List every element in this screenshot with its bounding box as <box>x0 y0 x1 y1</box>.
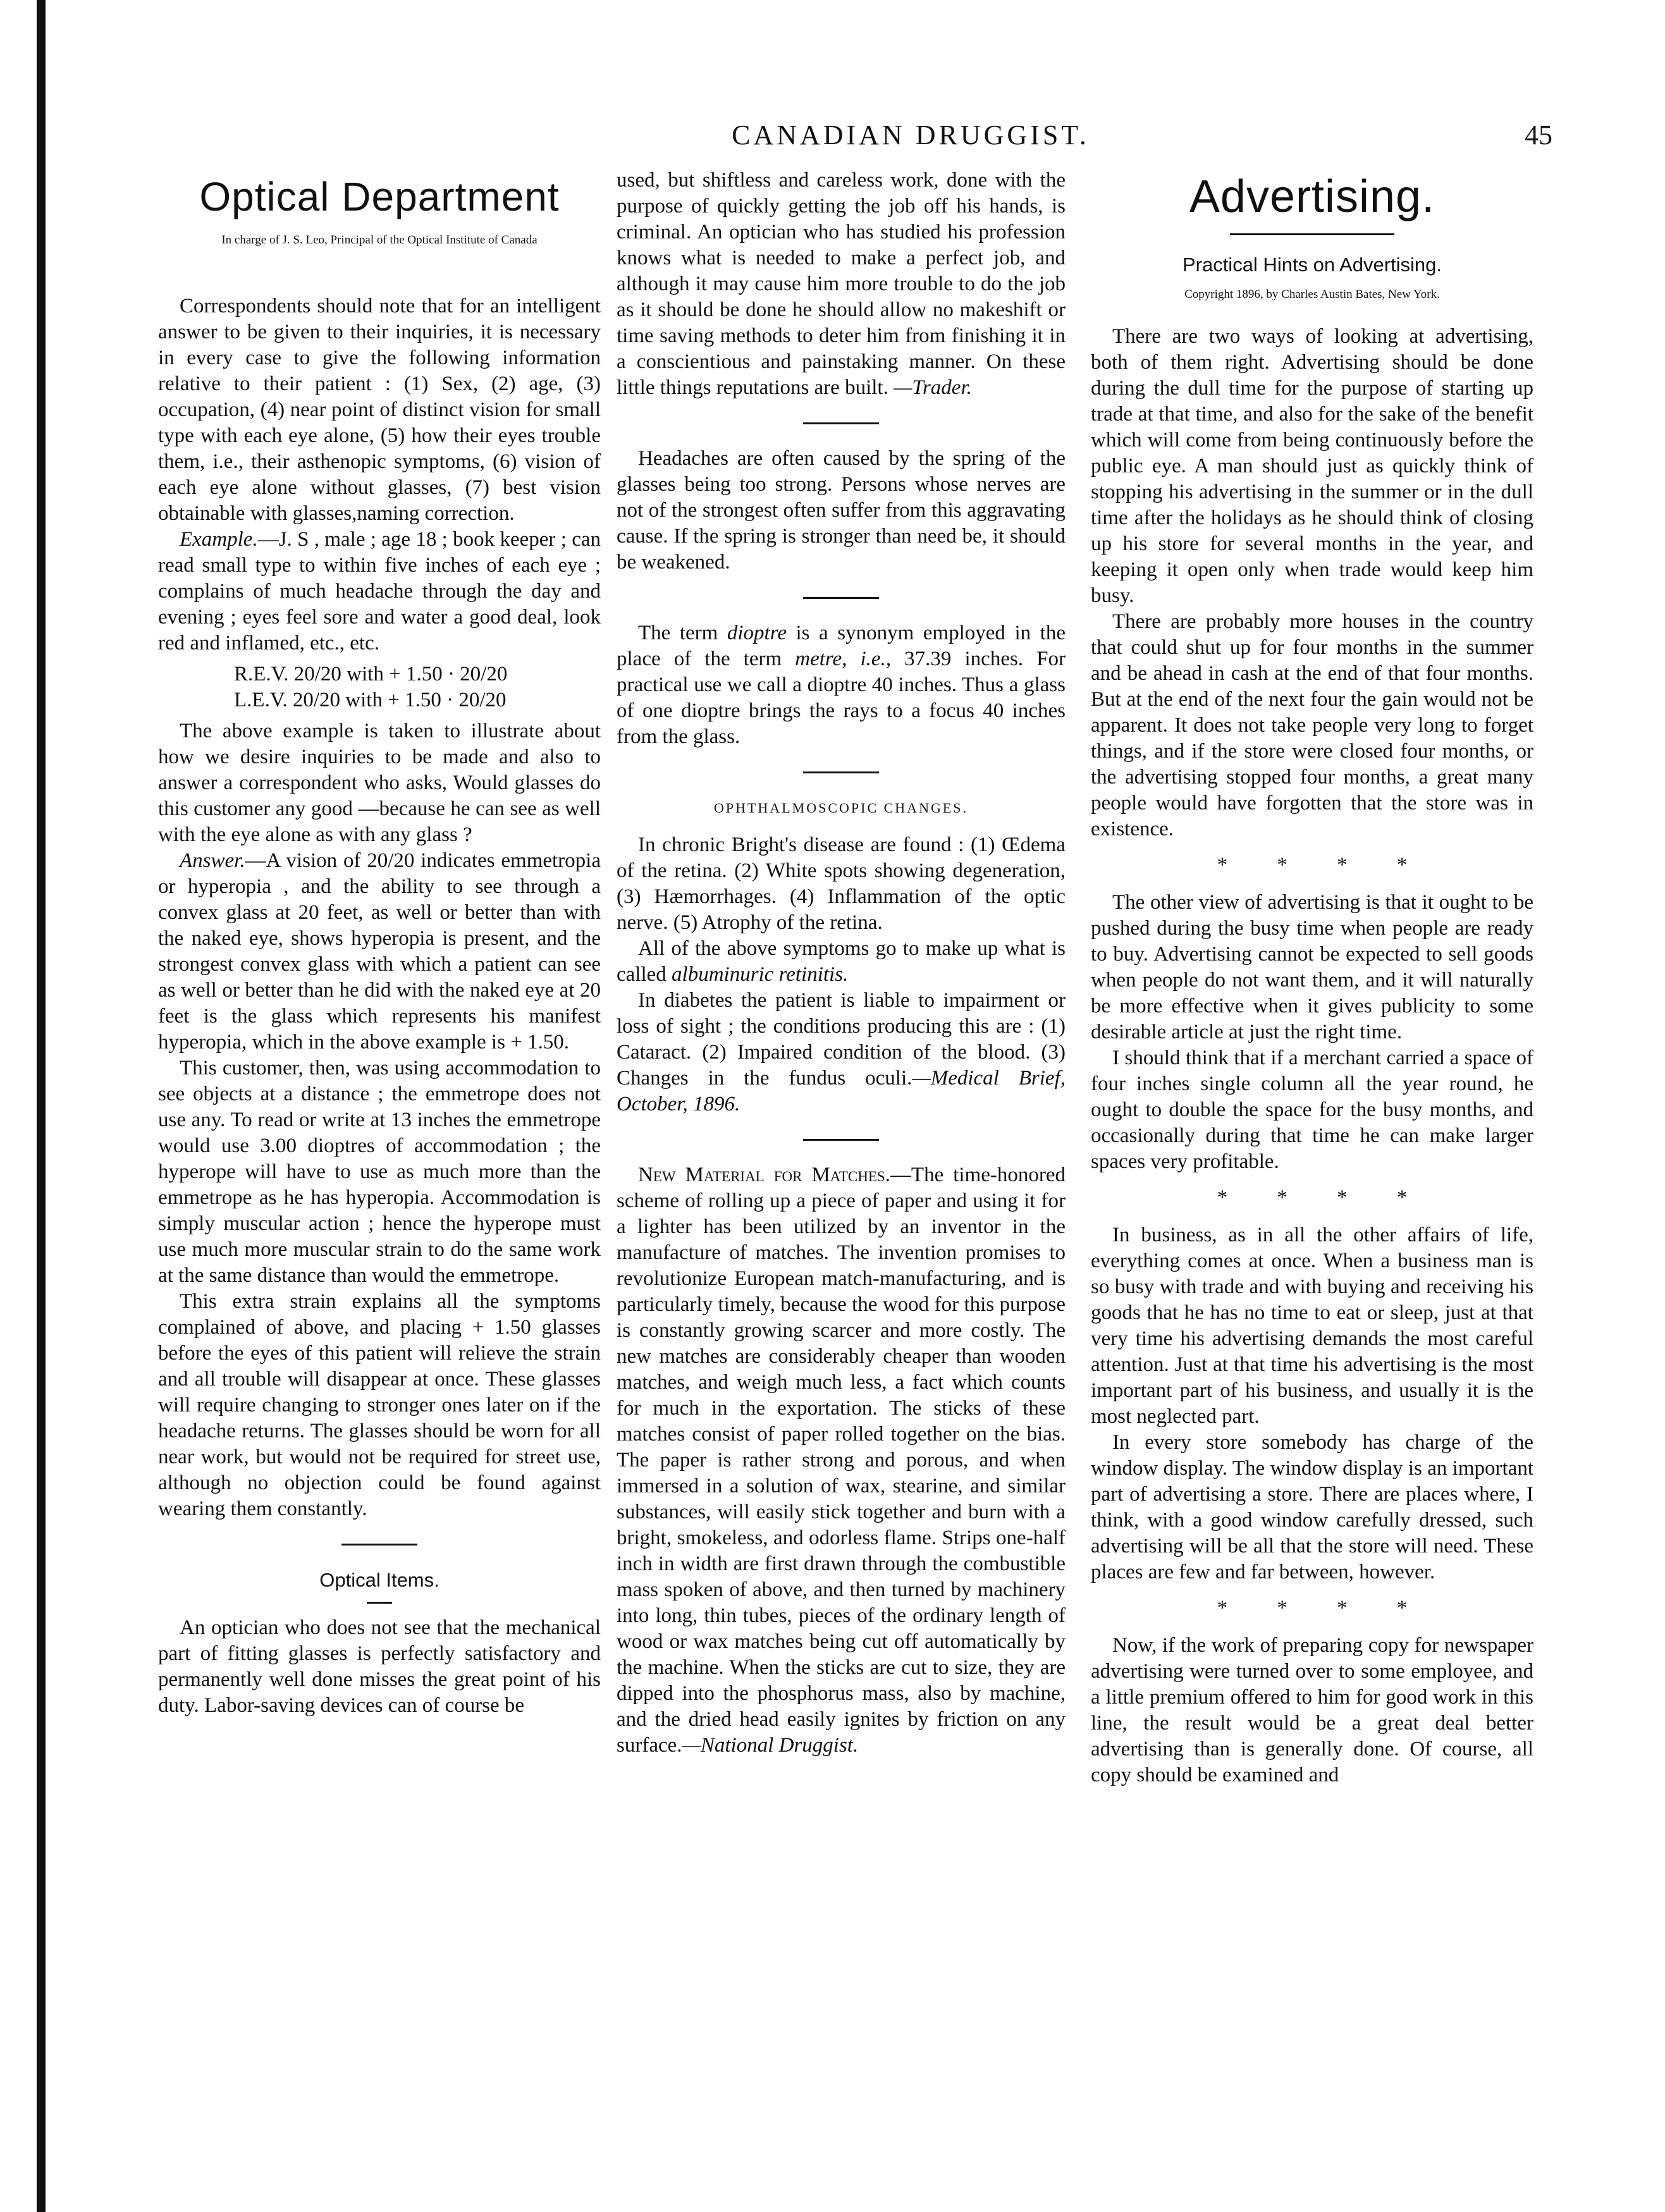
column-optical-continued <box>617 168 1066 2191</box>
divider-rule <box>803 1139 879 1141</box>
example-text: —J. S , male ; age 18 ; book keeper ; can read small type to within five inches of each eye ; complains of much headache through the day and evening ; eyes feel sore and water a good deal, look red and inflamed, etc., etc. <box>158 528 601 654</box>
paragraph: Correspondents should note that for an intelligent answer to be given to their inquiries, it is necessary in every case to give the following information relative to their patient : (1) Sex, (2) age, (3) occupation, (4) near point of distinct vision for small type with each eye alone, (5) how their eyes trouble them, i.e., their asthenopic symptoms, (6) vision of each eye alone without glasses, (7) best vision obtainable with glasses,naming correction. <box>158 295 601 525</box>
divider-rule <box>803 771 879 773</box>
section-title-advertising: Advertising. <box>1189 171 1435 222</box>
example-label: Example. <box>180 528 258 551</box>
formula-rev: R.E.V. 20/20 with + 1.50 · 20/20 <box>234 663 508 685</box>
source-national-druggist: —National Druggist. <box>682 1734 859 1757</box>
text-run: The term <box>638 622 727 644</box>
subsection-title-ophthalmoscopic: OPHTHALMOSCOPIC CHANGES. <box>713 800 969 816</box>
page-number: 45 <box>1525 120 1552 151</box>
text-run: is a synonym employed in the place of the term <box>617 622 1066 670</box>
answer-paragraph <box>158 848 601 1055</box>
section-stars: * * * * <box>1217 1186 1408 1209</box>
paragraph: There are probably more houses in the country that could shut up for four months in the summer and be ahead in cash at the end of that four months. But at the end of the next four the gain would not be apparent. It does not take people very long to forget things, and if the store were closed four months, or the advertising stopped four months, a great many people would have forgotten that the store was in existence. <box>1091 610 1533 840</box>
divider-rule <box>803 422 879 424</box>
optical-byline: In charge of J. S. Leo, Principal of the Optical Institute of Canada <box>221 233 538 247</box>
paragraph: The other view of advertising is that it ought to be pushed during the busy time when people are ready to buy. Advertising cannot be expected to sell goods when people do not want them, and it will naturally be more effective when it gives publicity to some desirable article at just the right time. <box>1091 891 1533 1043</box>
paragraph: This customer, then, was using accommodation to see objects at a distance ; the emmetrope does not use any. To read or write at 13 inches the emmetrope would use 3.00 dioptres of accommodation ; the hyperope will have to use as much more than the emmetrope as he has hyperopia. Accommodation is simply muscular action ; hence the hyperope must use much more muscular strain to do the same work at the same distance than would the emmetrope. <box>158 1057 601 1287</box>
running-head: CANADIAN DRUGGIST. <box>732 120 1090 151</box>
answer-text: —A vision of 20/20 indicates emmetropia or hyperopia , and the ability to see through a convex glass at 20 feet, as well or better than with the naked eye, shows hyperopia is present, and the strongest convex glass with which a patient can see as well or better than he did with the naked eye at 20 feet is the glass which represents his manifest hyperopia, which in the above example is + 1.50. <box>158 849 601 1054</box>
formula-block <box>158 661 601 713</box>
text-run: 37.39 inches. For practical use we call a dioptre 40 inches. Thus a glass of one dioptre brings the rays to a focus 40 inches from the glass. <box>617 648 1066 748</box>
section-stars: * * * * <box>1217 1597 1408 1619</box>
paragraph: There are two ways of looking at advertising, both of them right. Advertising should be done during the dull time for the purpose of starting up trade at that time, and also for the sake of the benefit which will come from being continuously before the public eye. A man should just as quickly think of stopping his advertising in the summer or in the dull time after the holidays as he should think of closing up his store for several months in the year, and keeping it open only when trade would keep him busy. <box>1091 325 1533 607</box>
divider-rule <box>1230 233 1394 235</box>
section-stars: * * * * <box>1217 854 1408 876</box>
source-medical-brief: —Medical Brief, October, 1896. <box>617 1067 1066 1115</box>
term-metre: metre, i.e., <box>795 648 892 670</box>
term-albuminuric: albuminuric retinitis. <box>672 963 849 986</box>
column-advertising <box>1091 168 1533 2191</box>
paragraph <box>617 988 1066 1117</box>
paragraph: Now, if the work of preparing copy for newspaper advertising were turned over to some employee, and a little premium offered to him for good work in this line, the result would be a great deal better advertising than is generally done. Of course, all copy should be examined and <box>1091 1634 1533 1786</box>
example-paragraph <box>158 527 601 656</box>
paragraph: In every store somebody has charge of the window display. The window display is an important part of advertising a store. There are places where, I think, with a good window carefully dressed, such advertising will be all that the store will need. These places are few and far between, however. <box>1091 1431 1533 1583</box>
paragraph: This extra strain explains all the symptoms complained of above, and placing + 1.50 glasses before the eyes of this patient will relieve the strain and all trouble will disappear at once. These glasses will require changing to stronger ones later on if the headache returns. The glasses should be worn for all near work, but would not be required for street use, although no objection could be found against wearing them constantly. <box>158 1290 601 1520</box>
divider-rule <box>803 597 879 599</box>
advertising-subtitle: Practical Hints on Advertising. <box>1182 254 1442 276</box>
term-dioptre: dioptre <box>727 622 787 644</box>
paragraph: I should think that if a merchant carried a space of four inches single column all the year round, he ought to double the space for the busy months, and occasionally during that time he can make larger spaces very profitable. <box>1091 1047 1533 1173</box>
paragraph: The above example is taken to illustrate about how we desire inquiries to be made and also to answer a correspondent who asks, Would glasses do this customer any good —because he can see as well with the eye alone as with any glass ? <box>158 720 601 846</box>
text-run: —The time-honored scheme of rolling up a piece of paper and using it for a lighter has been utilized by an inventor in the manufacture of matches. The invention promises to revolutionize European match-manufacturing, and is particularly timely, because the wood for this purpose is constantly growing scarcer and more costly. The new matches are considerably cheaper than wooden matches, and weigh much less, a fact which counts for much in the exportation. The sticks of these matches consist of paper rolled together on the bias. The paper is rather strong and porous, and when immersed in a solution of wax, stearine, and similar substances, will easily stick together and burn with a bright, smokeless, and odorless flame. Strips one-half inch in width are first drawn through the combustible mass spoken of above, and then turned by machinery into long, thin tubes, pieces of the ordinary length of wood or wax matches being cut off automatically by the machine. When the sticks are cut to size, they are dipped into the phosphorus mass, also by machine, and the dried head easily ignites by friction on any surface. <box>617 1164 1066 1757</box>
binding-edge <box>37 0 46 2212</box>
column-optical <box>158 168 601 2191</box>
paragraph: In business, as in all the other affairs of life, everything comes at once. When a business man is so busy with trade and with buying and receiving his goods that he has no time to eat or sleep, just at that very time his advertising demands the most careful attention. Just at that time his advertising is the most important part of his business, and usually it is the most neglected part. <box>1091 1224 1533 1428</box>
paragraph-matches <box>617 1162 1066 1759</box>
formula-lev: L.E.V. 20/20 with + 1.50 · 20/20 <box>234 689 507 711</box>
divider-rule <box>341 1544 417 1545</box>
paragraph <box>617 168 1066 401</box>
matches-heading: New Material for Matches. <box>638 1164 890 1186</box>
source-trader: —Trader. <box>894 376 972 399</box>
text-run: All of the above symptoms go to make up what is called <box>617 937 1066 986</box>
subsection-title-optical-items: Optical Items. <box>319 1569 439 1591</box>
divider-rule <box>367 1602 392 1604</box>
paragraph-text: used, but shiftless and careless work, done with the purpose of quickly getting the job off his hands, is criminal. An optician who has studied his profession knows what is needed to make a perfect job, and although it may cause him more trouble to do the job as it should be done he should allow no makeshift or time saving methods to deter him from finishing it in a conscientious and painstaking manner. On these little things reputations are built. <box>617 169 1066 399</box>
paragraph: Headaches are often caused by the spring of the glasses being too strong. Persons whose nerves are not of the strongest often suffer from this aggravating cause. If the spring is stronger than need be, it should be weakened. <box>617 447 1066 574</box>
paragraph <box>617 936 1066 988</box>
advertising-copyright: Copyright 1896, by Charles Austin Bates, New York. <box>1184 288 1440 301</box>
text-run: In diabetes the patient is liable to impairment or loss of sight ; the conditions producing this are : (1) Cataract. (2) Impaired condition of the blood. (3) Changes in the fundus oculi. <box>617 989 1066 1090</box>
answer-label: Answer. <box>180 849 245 872</box>
paragraph: An optician who does not see that the mechanical part of fitting glasses is perfectly satisfactory and permanently well done misses the great point of his duty. Labor-saving devices can of course be <box>158 1616 601 1717</box>
section-title-optical: Optical Department <box>199 174 560 219</box>
paragraph: In chronic Bright's disease are found : (1) Œdema of the retina. (2) White spots showing degeneration, (3) Hæmorrhages. (4) Inflammation of the optic nerve. (5) Atrophy of the retina. <box>617 833 1066 934</box>
paragraph-dioptre <box>617 620 1066 750</box>
